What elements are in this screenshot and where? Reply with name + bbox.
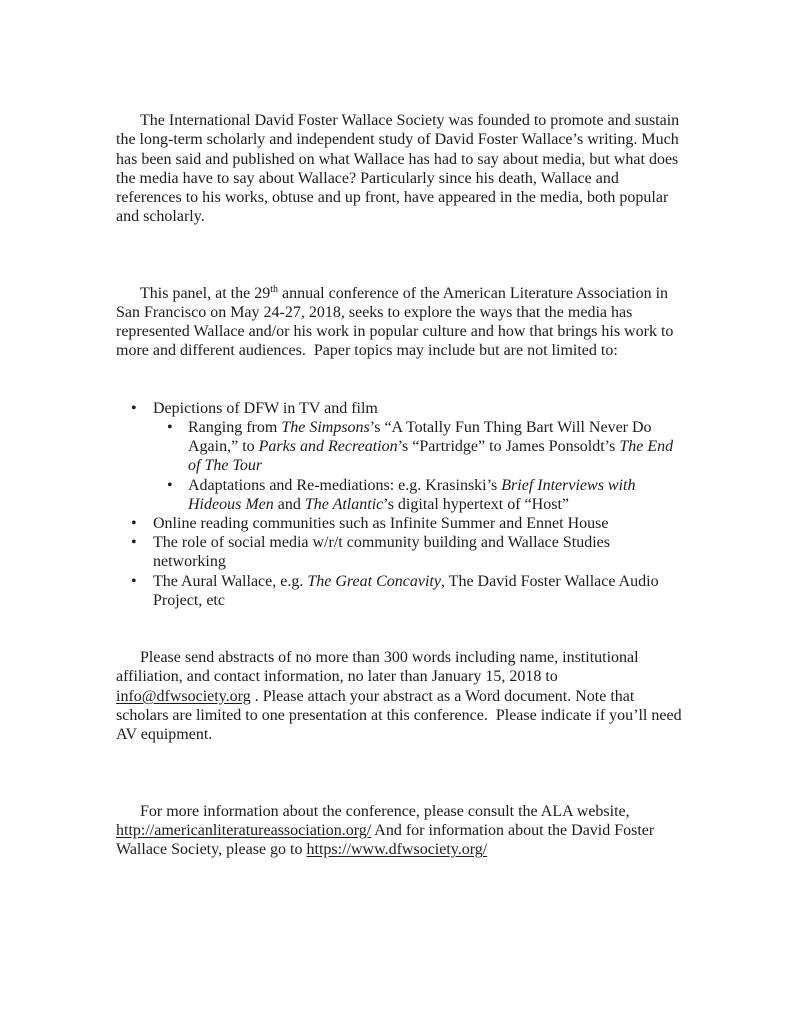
panel-description-paragraph: [116, 265, 682, 380]
title-the-atlantic: The Atlantic: [304, 495, 384, 513]
list-item-social-media: [116, 533, 682, 571]
submission-paragraph: Please send abstracts of no more than 300 words including name, institutional affiliation, and contact information, no later than January 15, 2018 to info@dfwsociety.org . Please attach your abstract as a Word document. Note that scholars are limited to one presentation at this conference. Please indicate if you’ll need AV equipment.: [116, 649, 685, 744]
list-item-text: The role of social media w/r/t community building and Wallace Studies networking: [153, 534, 614, 571]
list-item-ranging-examples: [116, 418, 682, 476]
title-parks-and-recreation: Parks and Recreation: [258, 438, 398, 456]
bullet-icon: •: [167, 476, 173, 494]
intro-paragraph: [116, 92, 682, 246]
list-item-aural-wallace: [116, 572, 682, 610]
email-link[interactable]: info@dfwsociety.org: [116, 687, 251, 705]
list-item-text: The Aural Wallace, e.g. The Great Concavity, The David Foster Wallace Audio Project, etc: [153, 572, 663, 609]
ala-website-link[interactable]: http://americanliteratureassociation.org/: [116, 821, 372, 839]
bullet-icon: •: [131, 399, 137, 417]
paper-topics-list: [116, 399, 682, 610]
panel-description-text-after-ordinal: annual conference of the American Literature Association in San Francisco on May 24-27, 2018, seeks to explore the ways that the media has represented Wallace and/or his work in popular culture and how that brings his work to more and different audiences. Paper topics may include but are not limited to:: [116, 284, 678, 360]
title-the-great-concavity: The Great Concavity: [307, 572, 441, 590]
ordinal-superscript: th: [270, 283, 278, 295]
list-item-adaptations: [116, 476, 682, 514]
bullet-icon: •: [131, 572, 137, 590]
list-item-text: Depictions of DFW in TV and film: [153, 399, 378, 417]
bullet-icon: •: [131, 515, 137, 533]
list-item-depictions: [116, 399, 682, 418]
title-the-simpsons: The Simpsons: [281, 419, 370, 437]
dfw-society-link[interactable]: https://www.dfwsociety.org/: [306, 841, 488, 859]
bullet-icon: •: [131, 534, 137, 552]
list-item-text: Online reading communities such as Infinite Summer and Ennet House: [153, 515, 609, 533]
list-item-online-communities: [116, 514, 682, 533]
list-item-text: Adaptations and Re-mediations: e.g. Krasinski’s Brief Interviews with Hideous Men and The Atlantic’s digital hypertext of “Host”: [188, 476, 640, 513]
panel-description-text-before-ordinal: This panel, at the 29: [140, 284, 271, 302]
intro-paragraph-text: The International David Foster Wallace Society was founded to promote and sustain the long-term scholarly and independent study of David Foster Wallace’s writing. Much has been said and published on what Wallace has had to say about media, but what does the media have to say about Wallace? Particularly since his death, Wallace and references to his works, obtuse and up front, have appeared in the media, both popular and scholarly.: [116, 112, 684, 226]
document-content: [116, 92, 685, 879]
list-item-text: Ranging from The Simpsons’s “A Totally Fun Thing Bart Will Never Do Again,” to Parks and Recreation’s “Partridge” to James Ponsoldt’s The End of The Tour: [188, 419, 678, 475]
bullet-icon: •: [167, 419, 173, 437]
more-info-paragraph: For more information about the conference, please consult the ALA website, http://americanliteratureassociation.org/ And for information about the David Foster Wallace Society, please go to https://www.dfwsociety.org/: [116, 802, 658, 859]
title-brief-interviews: Brief Interviews with Hideous Men: [188, 476, 640, 513]
title-the-end-of-the-tour: The End of The Tour: [188, 438, 678, 475]
